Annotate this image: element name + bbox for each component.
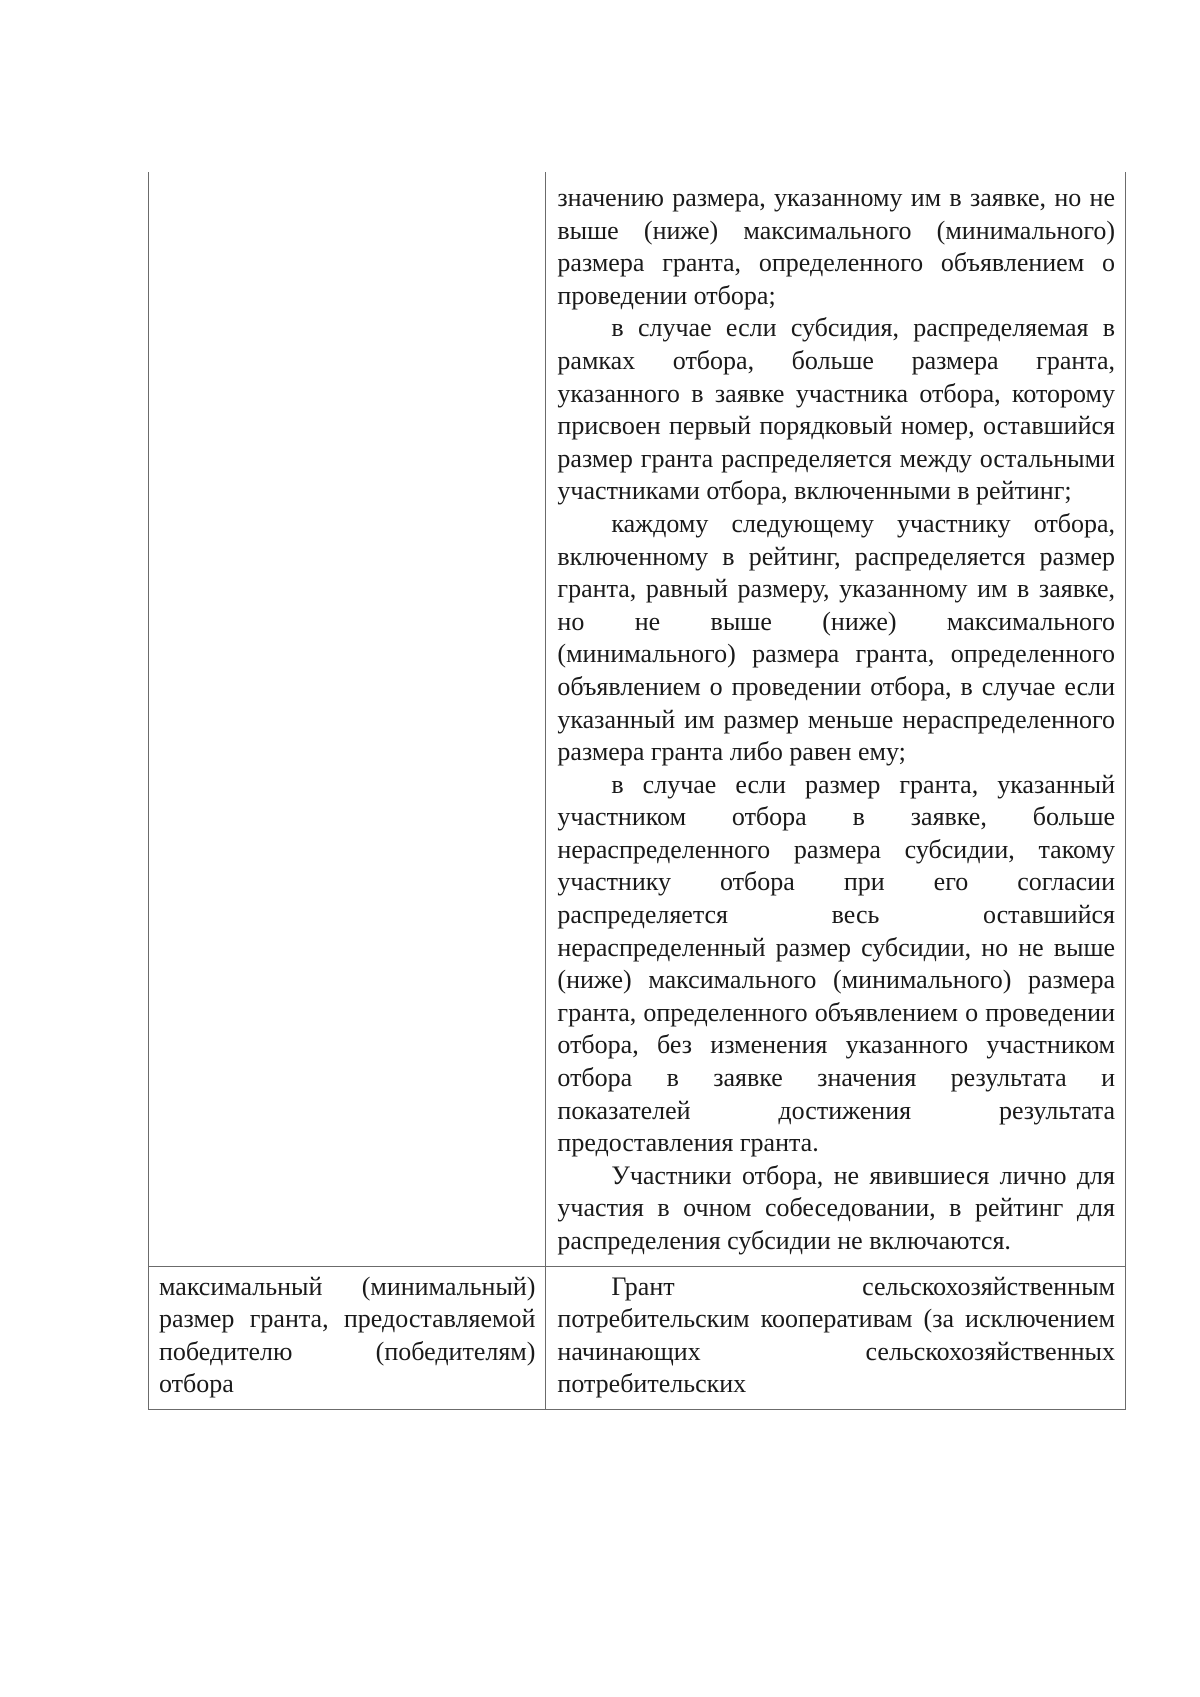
paragraph-2: в случае если субсидия, распределяемая в рамках отбора, больше размера гранта, указанного в заявке участника отбора, которому присвоен первый порядковый номер, оставшийся размер гранта распределяется между остальными участниками отбора, включенными в рейтинг; (557, 313, 1115, 506)
row2-right-cell (546, 1266, 1126, 1409)
row1-left-text (149, 172, 545, 180)
table-row (149, 172, 1126, 1266)
paragraph-5: Участники отбора, не явившиеся лично для участия в очном собеседовании, в рейтинг для распределения субсидии не включаются. (557, 1160, 1115, 1255)
row1-left-cell (149, 172, 546, 1266)
paragraph-3: каждому следующему участнику отбора, включенному в рейтинг, распределяется размер гранта, равный размеру, указанному им в заявке, но не выше (ниже) максимального (минимального) размера гранта, определенного объявлением о проведении отбора, в случае если указанный им размер меньше нераспределенного размера гранта либо равен ему; (557, 508, 1115, 767)
paragraph-4: в случае если размер гранта, указанный участником отбора в заявке, больше нераспределенного размера субсидии, такому участнику отбора при его согласии распределяется весь оставшийся нераспределенный размер субсидии, но не выше (ниже) максимального (минимального) размера гранта, определенного объявлением о проведении отбора, без изменения указанного участником отбора в заявке значения результата и показателей достижения результата предоставления гранта. (557, 769, 1115, 1158)
paragraph-1: значению размера, указанному им в заявке, но не выше (ниже) максимального (минимального) размера гранта, определенного объявлением о проведении отбора; (557, 183, 1115, 310)
row2-left-cell (149, 1266, 546, 1409)
table-row (149, 1266, 1126, 1409)
row2-left-label: максимальный (минимальный) размер гранта, предоставляемой победителю (победителям) отбора (159, 1271, 536, 1399)
row1-right-cell (546, 172, 1126, 1266)
document-table (148, 172, 1126, 1410)
row2-right-paragraph: Грант сельскохозяйственным потребительским кооперативам (за исключением начинающих сельскохозяйственных потребительских (557, 1271, 1115, 1399)
